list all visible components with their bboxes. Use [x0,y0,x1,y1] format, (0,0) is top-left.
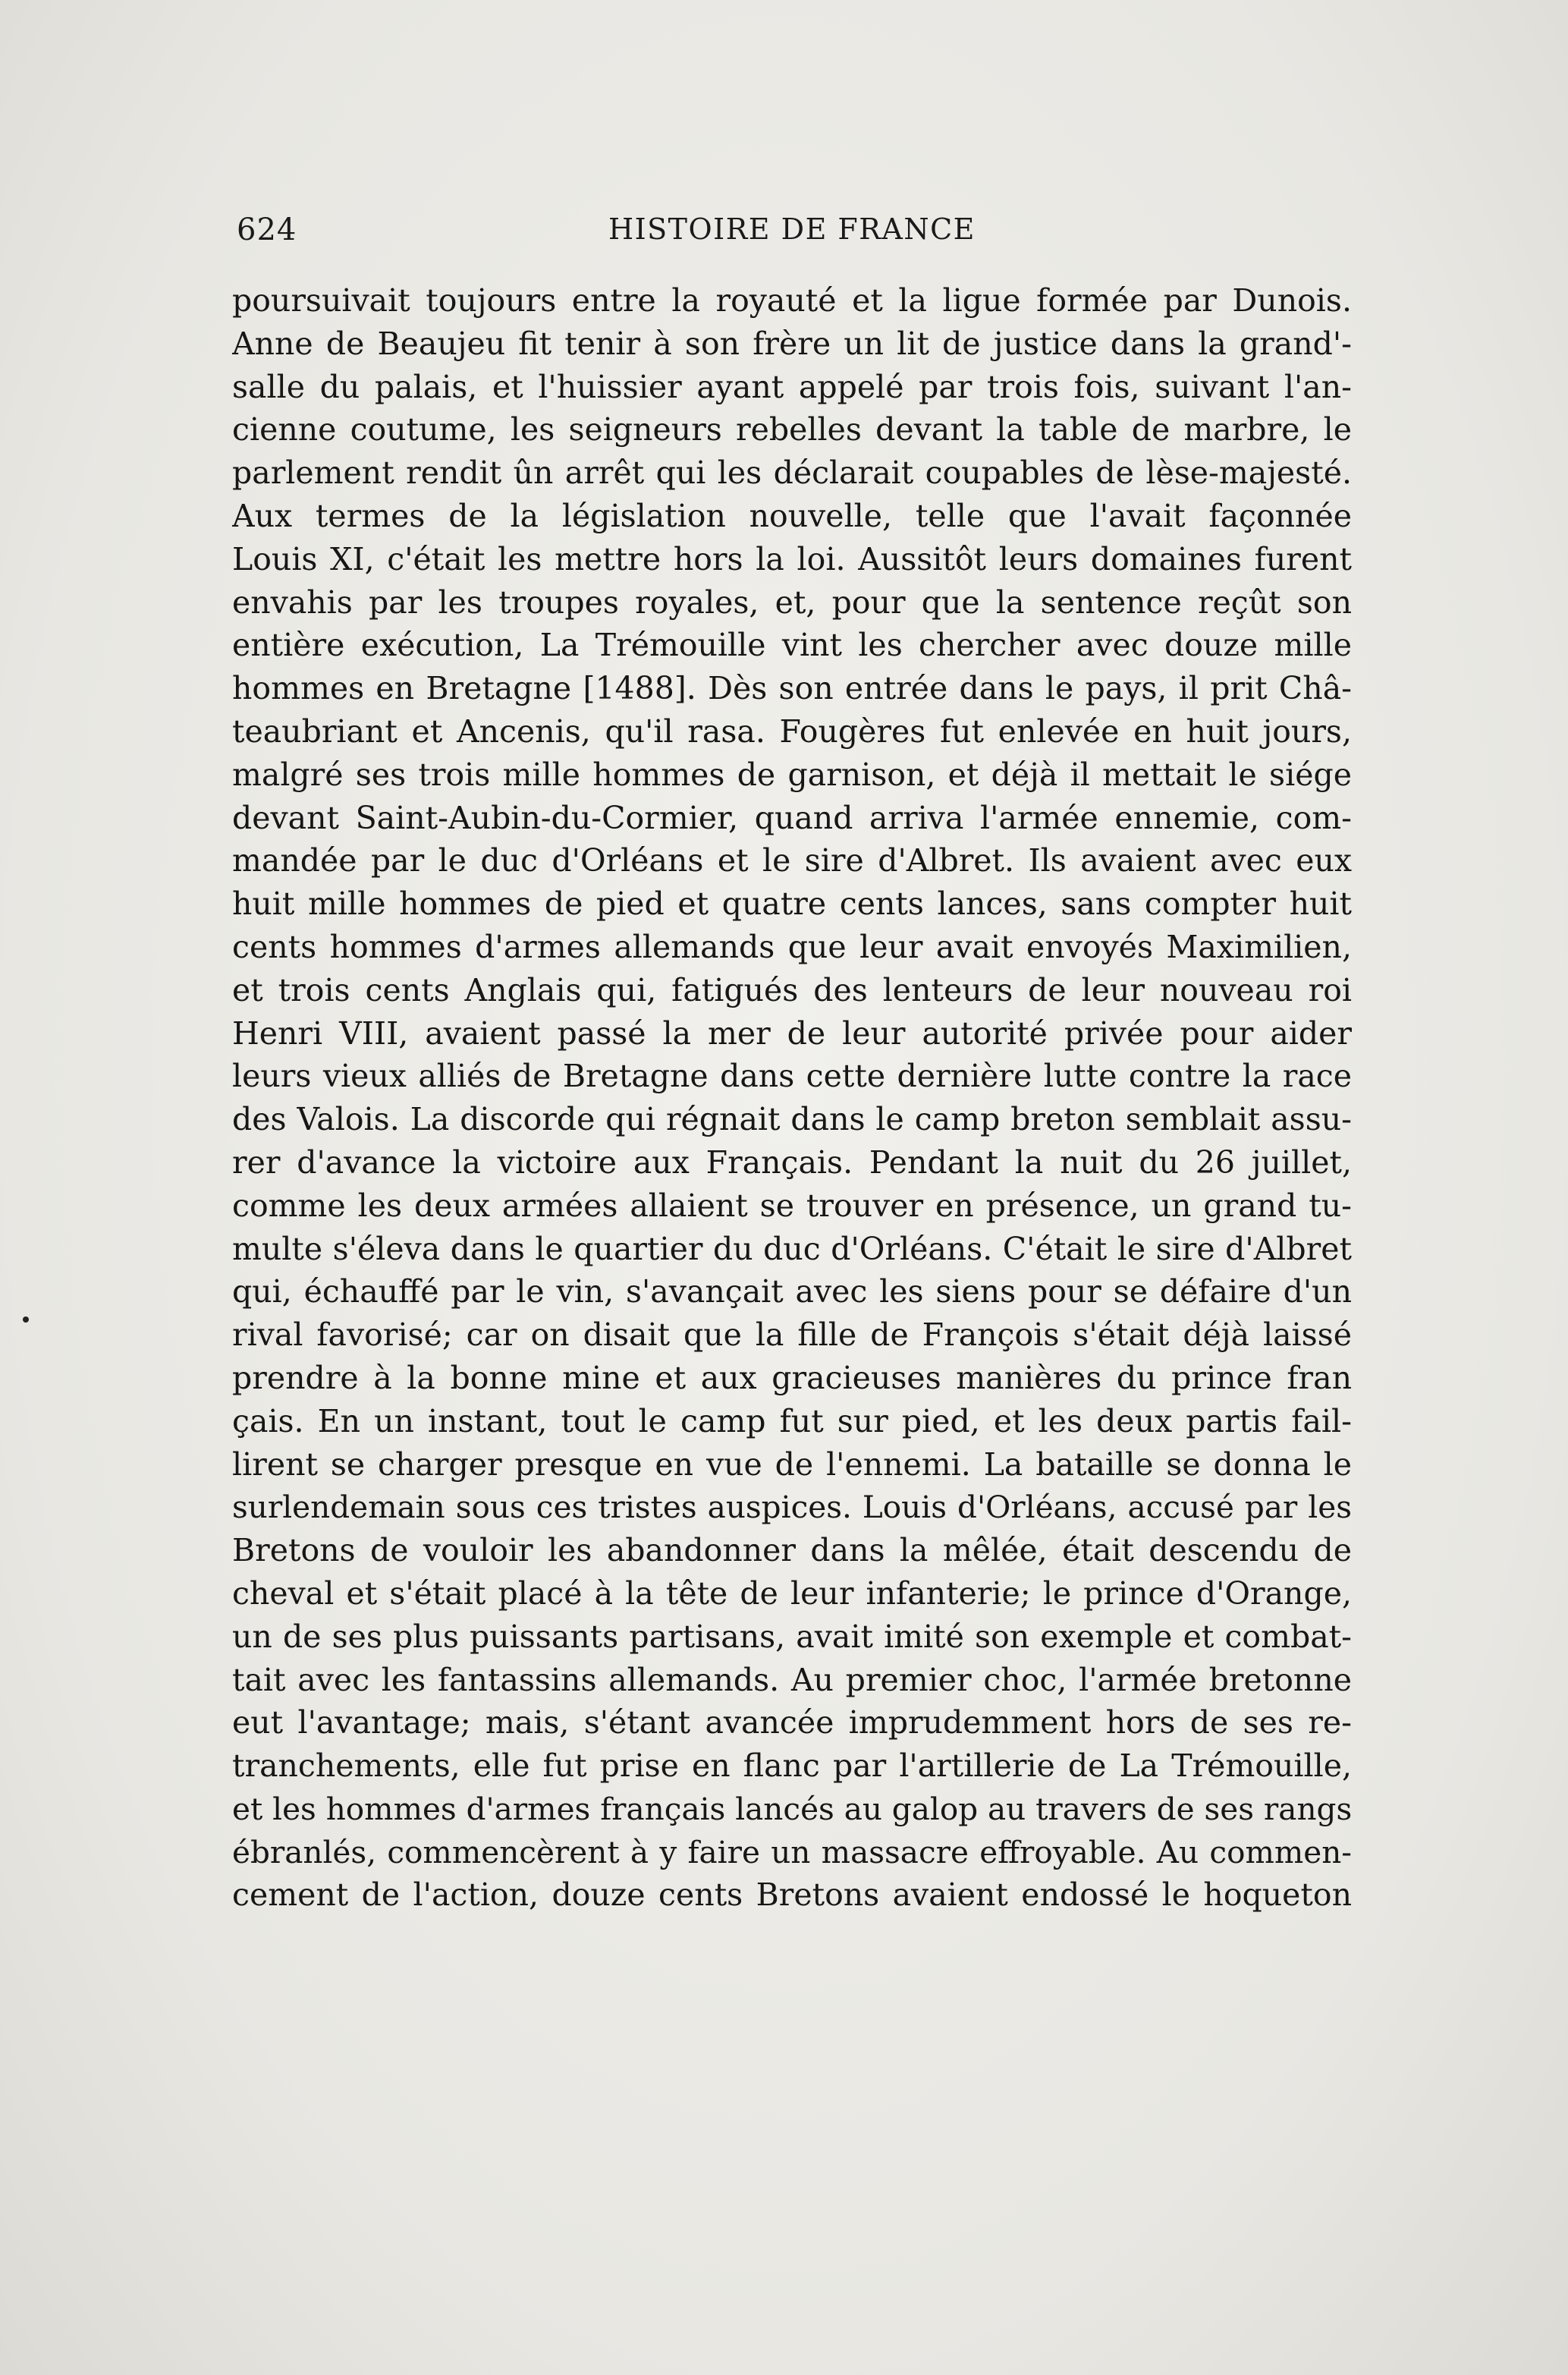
text-line: mandée par le duc d'Orléans et le sire d'Albret. Ils avaient avec eux [232,842,1352,879]
text-line: cienne coutume, les seigneurs rebelles devant la table de marbre, le [232,411,1352,448]
text-line: huit mille hommes de pied et quatre cents lances, sans compter huit [232,886,1352,923]
text-line: et les hommes d'armes français lancés au galop au travers de ses rangs [232,1790,1352,1827]
text-line: comme les deux armées allaient se trouver en présence, un grand tu- [232,1187,1352,1224]
text-line: Aux termes de la législation nouvelle, telle que l'avait façonnée [232,497,1352,534]
text-line: rer d'avance la victoire aux Français. Pendant la nuit du 26 juillet, [232,1143,1352,1181]
ink-speck [23,1316,29,1323]
page-number: 624 [237,212,297,247]
text-line: cheval et s'était placé à la tête de leur infanterie; le prince d'Orange, [232,1574,1352,1612]
text-line: malgré ses trois mille hommes de garnison, et déjà il mettait le siége [232,756,1352,793]
text-line: ébranlés, commencèrent à y faire un massacre effroyable. Au commen- [232,1833,1352,1870]
text-line: un de ses plus puissants partisans, avait imité son exemple et combat- [232,1618,1352,1655]
text-line: qui, échauffé par le vin, s'avançait avec les siens pour se défaire d'un [232,1273,1352,1310]
text-line: teaubriant et Ancenis, qu'il rasa. Fougères fut enlevée en huit jours, [232,712,1352,750]
text-line: prendre à la bonne mine et aux gracieuses manières du prince fran [232,1359,1352,1396]
text-line: tranchements, elle fut prise en flanc par l'artillerie de La Trémouille, [232,1747,1352,1785]
text-line: Henri VIII, avaient passé la mer de leur autorité privée pour aider [232,1014,1352,1052]
text-line: çais. En un instant, tout le camp fut sur pied, et les deux partis fail- [232,1402,1352,1439]
text-line: surlendemain sous ces tristes auspices. Louis d'Orléans, accusé par les [232,1489,1352,1526]
text-line: Anne de Beaujeu fit tenir à son frère un lit de justice dans la grand'- [232,325,1352,362]
text-line: parlement rendit ûn arrêt qui les déclarait coupables de lèse-majesté. [232,455,1352,492]
running-title: HISTOIRE DE FRANCE [608,212,976,246]
text-line: entière exécution, La Trémouille vint les chercher avec douze mille [232,627,1352,664]
text-line: leurs vieux alliés de Bretagne dans cette dernière lutte contre la race [232,1058,1352,1095]
text-line: cents hommes d'armes allemands que leur avait envoyés Maximilien, [232,928,1352,965]
text-line: envahis par les troupes royales, et, pour que la sentence reçût son [232,584,1352,621]
text-line: hommes en Bretagne [1488]. Dès son entrée dans le pays, il prit Châ- [232,670,1352,707]
text-line: poursuivait toujours entre la royauté et la ligue formée par Dunois. [232,282,1352,319]
text-line: cement de l'action, douze cents Bretons avaient endossé le hoqueton [232,1876,1352,1914]
text-line: Bretons de vouloir les abandonner dans la mêlée, était descendu de [232,1532,1352,1569]
text-line: rival favorisé; car on disait que la fille de François s'était déjà laissé [232,1316,1352,1354]
text-line: multe s'éleva dans le quartier du duc d'Orléans. C'était le sire d'Albret [232,1230,1352,1267]
text-line: eut l'avantage; mais, s'étant avancée imprudemment hors de ses re- [232,1704,1352,1741]
text-line: devant Saint-Aubin-du-Cormier, quand arriva l'armée ennemie, com- [232,799,1352,836]
text-line: des Valois. La discorde qui régnait dans le camp breton semblait assu- [232,1101,1352,1138]
page-header [237,205,1356,250]
text-line: lirent se charger presque en vue de l'ennemi. La bataille se donna le [232,1445,1352,1483]
text-line: tait avec les fantassins allemands. Au premier choc, l'armée bretonne [232,1661,1352,1698]
text-line: salle du palais, et l'huissier ayant appelé par trois fois, suivant l'an- [232,368,1352,405]
text-line: et trois cents Anglais qui, fatigués des lenteurs de leur nouveau roi [232,971,1352,1008]
body-text [232,279,1352,1917]
text-line: Louis XI, c'était les mettre hors la loi. Aussitôt leurs domaines furent [232,540,1352,577]
